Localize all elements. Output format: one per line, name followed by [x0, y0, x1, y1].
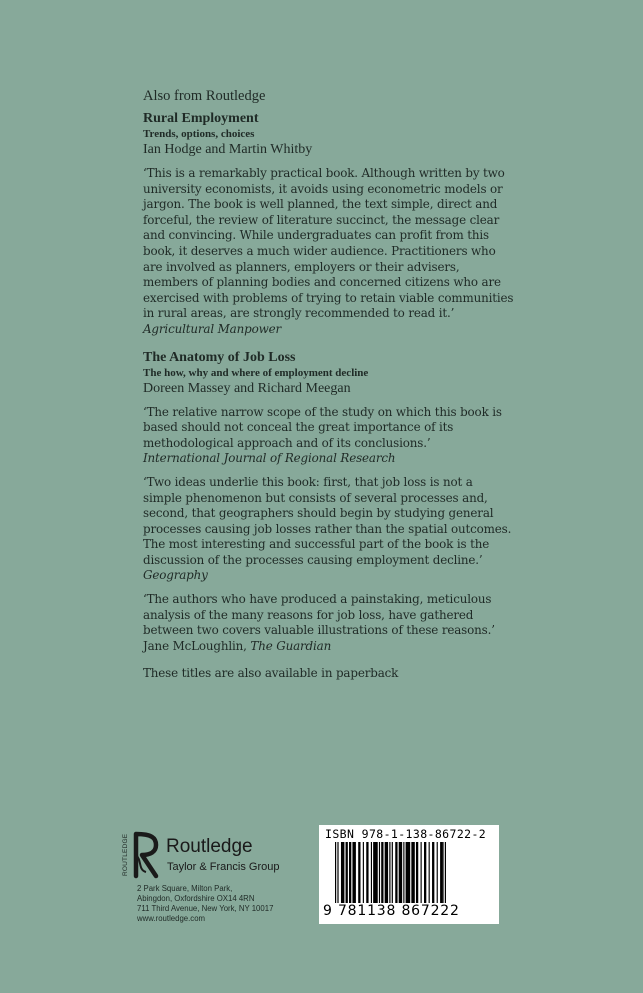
barcode-bar — [429, 842, 430, 904]
publisher-group: Taylor & Francis Group — [167, 861, 280, 873]
book-title: The Anatomy of Job Loss — [143, 349, 296, 365]
review-text: ‘This is a remarkably practical book. Although written by two university economists, it avoids using econometric models or jargon. The book is well planned, the text simple, direct and forceful, the review of literature succinct, the message clear and convincing. While undergraduates can profit from this book, it deserves a much wider audience. Practitioners who are involved as planners, employers or their advisers, members of planning bodies and concerned citizens who are exercised with problems of trying to retain viable communities in rural areas, are strongly recommended to read it.’ — [143, 166, 514, 321]
barcode-bar — [416, 842, 418, 904]
review-source-name: Jane McLoughlin, — [143, 638, 251, 653]
address-line: 2 Park Square, Milton Park, — [137, 884, 233, 893]
review-text: ‘The authors who have produced a painstaking, meticulous analysis of the many reasons for job loss, have gathered between two covers valuable illustrations of these reasons.’ — [143, 592, 495, 638]
review-text: ‘Two ideas underlie this book: first, that job loss is not a simple phenomenon but consists of several processes and, second, that geographers should begin by studying general processes causing job losses rather than the spatial outcomes. The most interesting and successful part of the book is the discussion of the processes causing employment decline.’ — [143, 474, 512, 567]
back-cover-content — [143, 88, 515, 680]
review-source: Geography — [143, 568, 208, 583]
address-line: 711 Third Avenue, New York, NY 10017 — [137, 904, 274, 913]
header-also-from: Also from Routledge — [143, 88, 266, 104]
barcode-bar — [389, 842, 390, 912]
book-anatomy-of-job-loss — [143, 350, 515, 655]
review-source: International Journal of Regional Research — [143, 451, 396, 466]
barcode-bar — [399, 842, 402, 904]
barcode-bar — [424, 842, 426, 904]
barcode-bar — [442, 842, 443, 912]
barcode-bar — [411, 842, 414, 904]
address-line: www.routledge.com — [137, 914, 206, 923]
publisher-name: Routledge — [166, 836, 253, 857]
barcode-bar — [395, 842, 397, 904]
book-authors: Doreen Massey and Richard Meegan — [143, 380, 351, 396]
barcode-bar — [440, 842, 442, 904]
barcode-bar — [421, 842, 422, 904]
barcode-bar — [341, 842, 344, 904]
barcode-bar — [358, 842, 360, 904]
book-subtitle: The how, why and where of employment decline — [143, 366, 369, 379]
barcode-bar — [346, 842, 348, 904]
availability-note: These titles are also available in paperback — [143, 666, 399, 681]
barcode-bar — [371, 842, 372, 904]
barcode-bar — [352, 842, 355, 904]
routledge-r-icon — [122, 830, 162, 880]
barcode-bar — [406, 842, 411, 904]
review-text: ‘The relative narrow scope of the study on which this book is based should not conceal the great importance of its methodological approach and of its conclusions.’ — [143, 404, 502, 450]
book-rural-employment — [143, 111, 515, 338]
barcode-bar — [445, 842, 446, 912]
barcode-bar — [373, 842, 378, 904]
barcode-bar — [385, 842, 388, 904]
barcode-bar — [363, 842, 364, 904]
barcode-bar — [379, 842, 380, 904]
barcode-digits: 9 781138 867222 — [323, 903, 460, 919]
address-line: Abingdon, Oxfordshire OX14 4RN — [137, 894, 255, 903]
barcode-bar — [392, 842, 393, 912]
review — [143, 592, 515, 654]
publisher-address — [137, 884, 273, 924]
isbn-barcode — [319, 825, 499, 924]
book-title: Rural Employment — [143, 111, 259, 126]
logo-vertical-text: ROUTLEDGE — [122, 833, 129, 876]
review — [143, 475, 515, 584]
book-authors: Ian Hodge and Martin Whitby — [143, 142, 313, 157]
barcode-bar — [349, 842, 351, 904]
barcode-bar — [335, 842, 336, 912]
isbn-label: ISBN 978-1-138-86722-2 — [325, 827, 487, 841]
barcode-bar — [337, 842, 338, 912]
barcode-bars — [333, 842, 493, 912]
barcode-bar — [366, 842, 368, 904]
barcode-bar — [381, 842, 383, 904]
review-source: Agricultural Manpower — [143, 321, 282, 336]
book-subtitle: Trends, options, choices — [143, 128, 255, 140]
review — [143, 405, 515, 467]
barcode-bar — [432, 842, 434, 904]
barcode-bar — [403, 842, 404, 904]
barcode-bar — [437, 842, 438, 904]
review-source: The Guardian — [250, 638, 332, 653]
review — [143, 166, 515, 338]
